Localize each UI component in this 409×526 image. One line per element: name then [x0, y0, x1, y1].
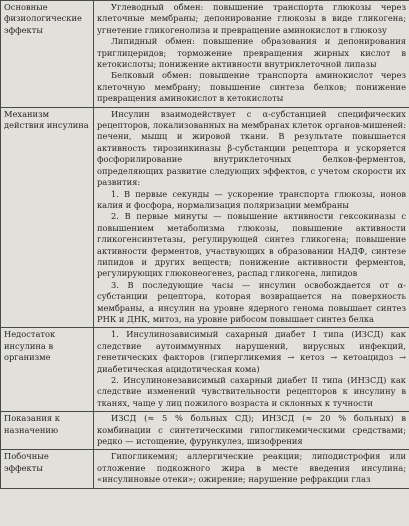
paragraph-indications: ИЗСД (≈ 5 % больных СД); ИНЗСД (≈ 20 % больных) в комбинации с синтетическими гипогликемическими средствами; редко — истощение, фурункулез, шизофрения — [97, 413, 406, 447]
paragraph-type-1-diabetes: 1. Инсулинозависимый сахарный диабет I типа (ИЗСД) как следствие аутоиммунных нарушений, вирусных инфекций, генетических факторов (гипергликемия → кетоз → кетоацидоз → диабетическая ацидотическая кома) — [97, 329, 406, 374]
row-label: Недостаток инсулина в организме — [1, 328, 94, 412]
row-content — [94, 328, 409, 412]
row-label: Показания к назначению — [1, 412, 94, 450]
paragraph-mechanism-intro: Инсулин взаимодействует с α-субстанцией специфических рецепторов, локализованных на мембранах клеток органов-мишеней: печени, мышц и жировой ткани. В результате повышается активность тирозинкиназы β-субстанции рецептора и ускоряется фосфорилирование внутриклеточных белков-ферментов, определяющих развитие следующих эффектов, с учетом скорости их развития: — [97, 108, 406, 188]
paragraph-protein-metabolism: Белковый обмен: повышение транспорта аминокислот через клеточную мембрану; повышение синтеза белков; понижение превращения аминокислот в кетокислоты — [97, 70, 406, 104]
row-label: Основные физиологические эффекты — [1, 1, 94, 108]
paragraph-first-minutes: 2. В первые минуты — повышение активности гексокиназы с повышением метаболизма глюкозы, повышение активности гликогенсинтетазы, регулирующей синтез гликогена; повышение активности ферментов, участвующих в образовании НАДФ, синтезе липидов и других веществ; понижение активности ферментов, регулирующих глюконеогенез, распад гликогена, липидов — [97, 211, 406, 279]
table-row-mechanism — [1, 107, 409, 328]
paragraph-type-2-diabetes: 2. Инсулинонезависимый сахарный диабет II типа (ИНЗСД) как следствие изменений чувствительности рецепторов к инсулину в тканях, чаще у лиц пожилого возраста и склонных к тучности — [97, 375, 406, 408]
row-content — [94, 1, 409, 108]
paragraph-first-seconds: 1. В первые секунды — ускорение транспорта глюкозы, ионов калия и фосфора, нормализация поляризации мембраны — [97, 188, 406, 210]
row-content — [94, 450, 409, 488]
table-row-indications — [1, 412, 409, 450]
paragraph-lipid-metabolism: Липидный обмен: повышение образования и депонирования триглицеридов; торможение превращения жирных кислот в кетокислоты; понижение активности внутриклеточной липазы — [97, 36, 406, 70]
row-label: Побочные эффекты — [1, 450, 94, 488]
paragraph-following-hours: 3. В последующие часы — инсулин освобождается от α-субстанции рецептора, которая возвращается на поверхность мембраны, а инсулин на уровне ядерного генома повышает синтез РНК и ДНК, митоз, на уровне рибосом повышает синтез белка — [97, 279, 406, 324]
table-row-insulin-deficiency — [1, 328, 409, 412]
row-content — [94, 412, 409, 450]
table-row-physiological-effects — [1, 1, 409, 108]
row-content — [94, 107, 409, 328]
paragraph-carbohydrate-metabolism: Углеводный обмен: повышение транспорта глюкозы через клеточные мембраны; депонирование глюкозы в виде гликогена; угнетение гликогенолиза и превращение аминокислот в глюкозу — [97, 2, 406, 35]
table-row-side-effects — [1, 450, 409, 488]
row-label: Механизм действия инсулина — [1, 107, 94, 328]
paragraph-side-effects: Гипогликемия; аллергические реакции; липодистрофия или отложение подкожного жира в месте введения инсулина; «инсулиновые отеки»; ожирение; нарушение рефракции глаз — [97, 451, 406, 485]
